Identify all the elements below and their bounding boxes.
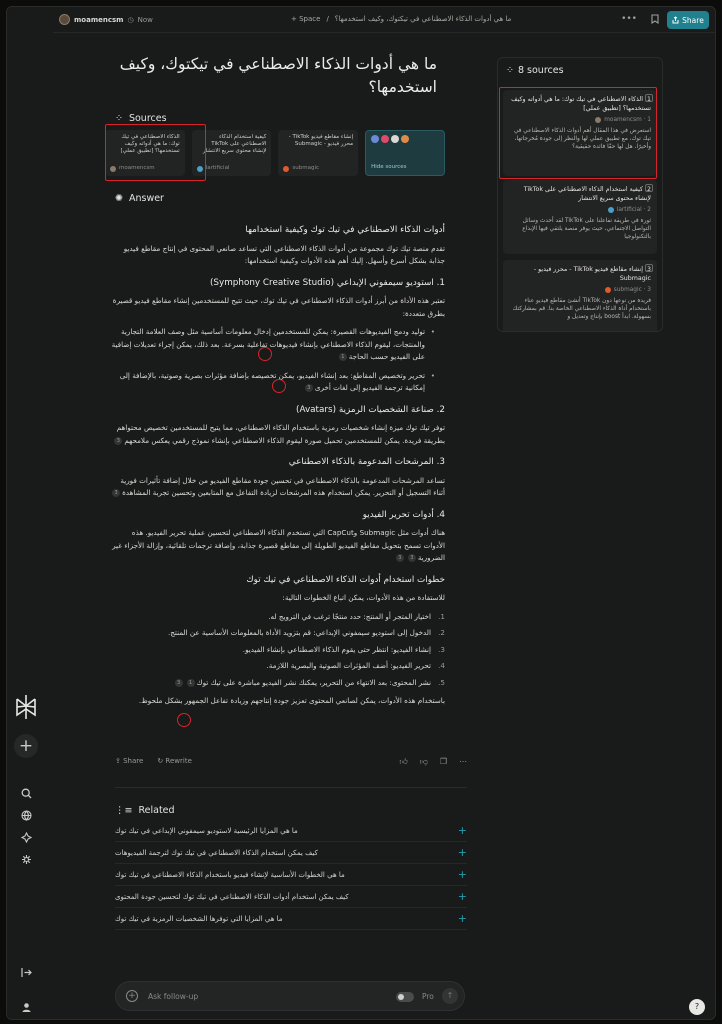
space-link[interactable]: + Space <box>291 15 321 23</box>
source-card[interactable]: إنشاء مقاطع فيديو TikTok - محرر فيديو - Submagic submagic <box>278 130 358 176</box>
list-item: • تحرير وتخصيص المقاطع: بعد إنشاء الفيديو، يمكن تخصيصه بإضافة مؤثرات بصرية وصوتية، بالإضافة إلى إمكانية ترجمة الفيديو إلى لغات أخرى3 <box>109 370 435 395</box>
more-options-icon[interactable]: ⋯ <box>459 757 467 766</box>
red-highlight-box <box>499 87 657 179</box>
globe-icon[interactable] <box>16 805 36 825</box>
answer-paragraph: تعتبر هذه الأداة من أبرز أدوات الذكاء الاصطناعي في تيك توك، حيث تتيح للمستخدمين إنشاء مقاطع فيديو قصيرة بطرق متعددة: <box>112 296 445 318</box>
search-icon[interactable] <box>16 783 36 803</box>
share-answer-button[interactable]: ⇪ Share <box>115 757 144 765</box>
source-meta: moamencsm <box>110 165 155 172</box>
share-icon <box>672 16 679 24</box>
page-title: ما هي أدوات الذكاء الاصطناعي في تيكتوك، وكيف استخدمها؟ <box>119 55 437 96</box>
source-card[interactable]: الذكاء الاصطناعي في تيك توك: ما هي أدواته وكيف تستخدمها؟ [تطبيق عملي] moamencsm <box>105 130 185 176</box>
related-list <box>115 820 467 930</box>
copy-icon[interactable]: ❐ <box>439 757 447 766</box>
answer-paragraph: للاستفادة من هذه الأدوات، يمكن اتباع الخطوات التالية: <box>282 593 445 602</box>
red-annotation-circle <box>272 379 286 393</box>
rewrite-button[interactable]: ↻ Rewrite <box>157 757 192 765</box>
pro-toggle[interactable] <box>396 992 414 1002</box>
answer-heading: ✺ Answer <box>115 193 164 204</box>
account-icon[interactable] <box>16 997 36 1017</box>
bookmark-icon[interactable] <box>651 14 659 27</box>
related-item[interactable]: كيف يمكن استخدام أدوات الذكاء الاصطناعي في تيك توك لتحسين جودة المحتوى + <box>115 886 467 908</box>
plus-icon: + <box>457 846 467 859</box>
source-meta: lartificial <box>197 165 230 172</box>
library-icon[interactable] <box>16 849 36 869</box>
more-options-icon[interactable]: ••• <box>621 14 637 24</box>
answer-paragraph: هناك أدوات مثل Submagic وCapCut التي تستخدم الذكاء الاصطناعي لتحسين عملية تحرير الفيديو. هذه الأدوات تسمح بتحويل مقاطع الفيديو الطويلة إلى مقاطع قصيرة جذابة، وإضافة ترجمات تلقائية، وإزالة الأجزاء غير الضرورية33 <box>112 528 445 562</box>
plus-icon: + <box>457 890 467 903</box>
source-meta: submagic <box>283 165 319 172</box>
favicon-icon <box>605 287 611 293</box>
source-card[interactable]: كيفية استخدام الذكاء الاصطناعي على TikTok لإنشاء محتوى سريع الانتشار lartificial <box>192 130 272 176</box>
sources-panel-heading: ⁘ 8 sources <box>506 65 564 76</box>
sources-heading: ⁘ Sources <box>115 113 167 124</box>
citation-badge[interactable]: 3 <box>175 679 183 687</box>
red-annotation-circle <box>177 713 191 727</box>
follow-up-bar <box>115 981 465 1011</box>
spaces-icon[interactable] <box>16 827 36 847</box>
citation-badge[interactable]: 3 <box>396 554 404 562</box>
answer-section-heading: 3. المرشحات المدعومة بالذكاء الاصطناعي <box>288 457 445 467</box>
help-button[interactable]: ? <box>689 999 705 1015</box>
favicon-icon <box>283 166 289 172</box>
source-panel-card[interactable]: 3. إنشاء مقاطع فيديو TikTok - محرر فيديو - Submagic submagic · 3 فريدة من نوعها دون TikTok أنشئ مقاطع فيديو عناء باستخدام أداة الذكاء الاصطناعي الخاصة بنا. قم بمشاركتك بسهولة. ابدأ boost بإنتاج وتعديل و <box>503 260 657 332</box>
citation-badge[interactable]: 1 <box>187 679 195 687</box>
list-item: 5. نشر المحتوى: بعد الانتهاء من التحرير، يمكنك نشر الفيديو مباشرة على تيك توك13 <box>109 677 445 690</box>
divider <box>115 787 467 788</box>
source-panel-card[interactable]: 2. كيفية استخدام الذكاء الاصطناعي على TikTok لإنشاء محتوى سريع الانتشار lartificial · 2 ثورة في طريقة تفاعلنا على TikTok لقد أحدث وسائل التواصل الاجتماعي، حيث يوفر منصة يلتقي فيها الإبداع بالتكنولوجيا <box>503 180 657 254</box>
source-favicons <box>371 135 439 143</box>
follow-up-input[interactable]: Ask follow-up <box>148 992 199 1001</box>
citation-badge[interactable]: 3 <box>114 437 122 445</box>
answer-paragraph: باستخدام هذه الأدوات، يمكن لصانعي المحتوى تعزيز جودة إنتاجهم وزيادة تفاعل الجمهور بشكل ملحوظ. <box>138 696 445 705</box>
list-item: • توليد ودمج الفيديوهات القصيرة: يمكن للمستخدمين إدخال معلومات أساسية مثل وصف العلامة التجارية والمنتجات، ليقوم الذكاء الاصطناعي بإنشاء فيديوهات تفاعلية بسرعة. بعد ذلك، يمكن إجراء تعديلات إضافية على الفيديو حسب الحاجة1 <box>109 326 435 364</box>
list-item: 1. اختيار المتجر أو المنتج: حدد منتجًا ترغب في الترويج له. <box>268 611 445 621</box>
tiktok-icon <box>381 135 389 143</box>
breadcrumb-title: ما هي أدوات الذكاء الاصطناعي في تيكتوك، وكيف استخدمها؟ <box>334 15 512 23</box>
list-item: 2. الدخول إلى استوديو سيمفوني الإبداعي: قم بتزويد الأداة بالمعلومات الأساسية عن المنتج. <box>168 628 445 637</box>
thread-owner[interactable] <box>59 14 153 25</box>
favicon-icon <box>401 135 409 143</box>
left-rail <box>7 7 45 1019</box>
answer-paragraph: تساعد المرشحات المدعومة بالذكاء الاصطناعي في تحسين جودة مقاطع الفيديو من خلال إضافة تأثيرات فورية أثناء التسجيل أو التحرير. يمكن استخدام هذه المرشحات لزيادة التفاعل مع المتابعين وتحسين تجربة المشاهدة3 <box>109 475 445 500</box>
breadcrumb <box>291 15 511 23</box>
avatar <box>59 14 70 25</box>
plus-icon: + <box>457 912 467 925</box>
username: moamencsm <box>74 15 124 24</box>
top-bar <box>53 7 715 33</box>
hide-sources-button[interactable] <box>365 130 445 176</box>
rewrite-icon: ↻ <box>157 757 164 765</box>
timestamp: Now <box>137 15 153 24</box>
favicon-icon <box>371 135 379 143</box>
sources-icon: ⁘ <box>506 65 514 76</box>
answer-icon: ✺ <box>115 193 123 204</box>
citation-badge[interactable]: 1 <box>339 353 347 361</box>
related-icon: ⋮≡ <box>115 805 133 816</box>
main-area <box>53 7 715 1019</box>
thumbs-up-icon[interactable]: 👍︎ <box>399 757 408 766</box>
answer-paragraph: توفر تيك توك ميزة إنشاء شخصيات رمزية باستخدام الذكاء الاصطناعي، مما يتيح للمستخدمين تخصيص محتواهم بطريقة فريدة. يمكن للمستخدمين تحميل صورة ليقوم الذكاء الاصطناعي بإنشاء نموذج رقمي يعكس ملامحهم3 <box>109 422 445 447</box>
pro-label: Pro <box>422 992 434 1001</box>
send-arrow-icon[interactable]: ↑ <box>442 988 458 1004</box>
select-checkbox[interactable] <box>645 264 653 272</box>
breadcrumb-separator: / <box>326 15 329 23</box>
related-item[interactable]: كيف يمكن استخدام الذكاء الاصطناعي في تيك توك لترجمة الفيديوهات + <box>115 842 467 864</box>
expand-sidebar-icon[interactable] <box>16 962 36 982</box>
topbar-actions <box>621 14 659 27</box>
sources-icon: ⁘ <box>115 113 123 124</box>
perplexity-logo-icon[interactable] <box>13 693 39 721</box>
citation-badge[interactable]: 3 <box>408 554 416 562</box>
related-item[interactable]: ما هي الخطوات الأساسية لإنشاء فيديو باستخدام الذكاء الاصطناعي في تيك توك + <box>115 864 467 886</box>
new-thread-button[interactable]: + <box>14 734 38 758</box>
favicon-icon <box>608 207 614 213</box>
share-button[interactable]: Share <box>667 11 709 29</box>
citation-badge[interactable]: 3 <box>305 384 313 392</box>
list-item: 4. تحرير الفيديو: أضف المؤثرات الصوتية والبصرية اللازمة. <box>266 661 445 670</box>
related-heading: ⋮≡ Related <box>115 805 175 816</box>
thumbs-down-icon[interactable]: 👎︎ <box>419 757 428 766</box>
attach-icon[interactable]: + <box>126 990 138 1002</box>
answer-paragraph: تقدم منصة تيك توك مجموعة من أدوات الذكاء الاصطناعي التي تساعد صانعي المحتوى في إنتاج مقاطع فيديو جذابة بشكل أسرع وأسهل. إليك أهم هذه الأدوات وكيفية استخدامها: <box>123 243 445 265</box>
red-highlight-box <box>105 124 206 181</box>
related-item[interactable]: ما هي المزايا التي توفرها الشخصيات الرمزية في تيك توك + <box>115 908 467 930</box>
plus-icon: + <box>457 868 467 881</box>
plus-icon: + <box>457 824 467 837</box>
answer-section-heading: 1. استوديو سيمفوني الإبداعي (Symphony Creative Studio) <box>209 277 445 288</box>
steps-list <box>109 611 445 690</box>
answer-body <box>109 215 445 714</box>
answer-section-heading: 4. أدوات تحرير الفيديو <box>362 509 445 520</box>
source-panel-card[interactable]: 1. الذكاء الاصطناعي في تيك توك: ما هي أدواته وكيف تستخدمها؟ [تطبيق عملي] moamencsm · 1 استعرض في هذا المقال أهم أدوات الذكاء الاصطناعي في تيك توك، مع تطبيق عملي لها والنظر إلى جودة مُخرجاتها، وأخيرًا، هل لها حقًا فائدة حقيقية؟ <box>503 90 657 176</box>
hide-sources-label: Hide sources <box>371 164 407 170</box>
related-item[interactable]: ما هي المزايا الرئيسية لاستوديو سيمفوني الإبداعي في تيك توك + <box>115 820 467 842</box>
red-annotation-circle <box>258 347 272 361</box>
answer-actions <box>115 755 467 771</box>
answer-section-heading: 2. صناعة الشخصيات الرمزية (Avatars) <box>296 404 445 415</box>
list-item: 3. إنشاء الفيديو: انتظر حتى يقوم الذكاء الاصطناعي بإنشاء الفيديو. <box>242 644 445 654</box>
answer-section-heading: خطوات استخدام أدوات الذكاء الاصطناعي في تيك توك <box>246 574 445 585</box>
clock-icon: ◷ <box>127 15 134 24</box>
share-icon: ⇪ <box>115 757 121 765</box>
citation-badge[interactable]: 3 <box>112 489 120 497</box>
answer-subtitle: أدوات الذكاء الاصطناعي في تيك توك وكيفية استخدامها <box>245 225 445 235</box>
favicon-icon <box>391 135 399 143</box>
app-window <box>6 6 716 1020</box>
select-checkbox[interactable] <box>645 184 653 192</box>
